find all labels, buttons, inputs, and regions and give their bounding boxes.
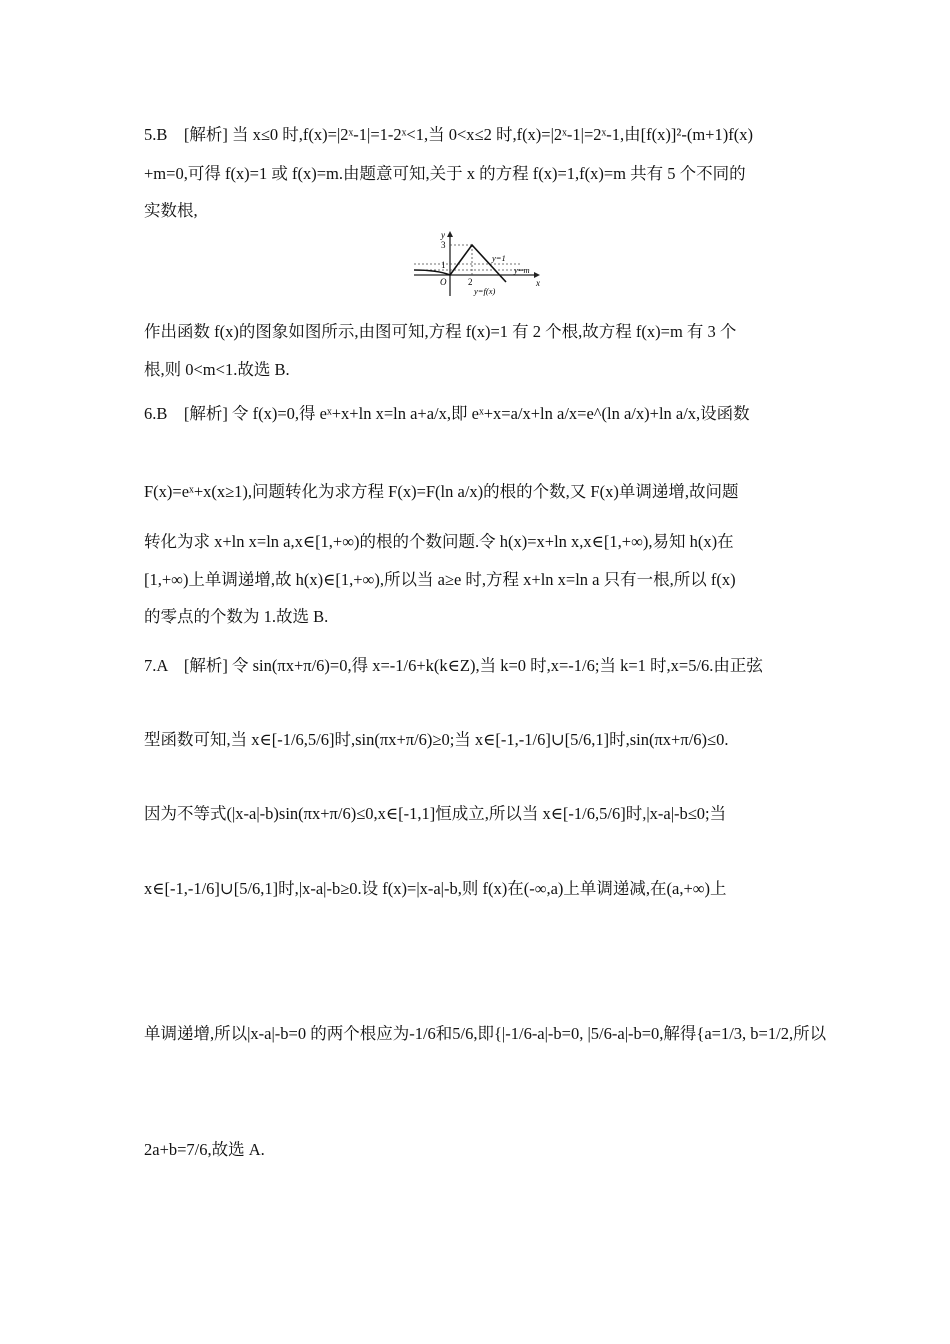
q5-line-2: +m=0,可得 f(x)=1 或 f(x)=m.由题意可知,关于 x 的方程 f(x)=1,f(x)=m 共有 5 个不同的 bbox=[144, 164, 746, 183]
q5-line-3: 实数根, bbox=[144, 201, 198, 220]
curve-label: y=f(x) bbox=[474, 286, 496, 296]
tick-3-label: 3 bbox=[441, 240, 446, 250]
q6-line-5: 的零点的个数为 1.故选 B. bbox=[144, 607, 329, 626]
q6-line-1: 6.B [解析] 令 f(x)=0,得 eˣ+x+ln x=ln a+a/x,即 eˣ+x=a/x+ln a/x=e^(ln a/x)+ln a/x,设函数 bbox=[144, 404, 750, 423]
x-axis-label: x bbox=[536, 278, 540, 288]
origin-label: O bbox=[440, 277, 447, 287]
q5-line-4: 作出函数 f(x)的图象如图所示,由图可知,方程 f(x)=1 有 2 个根,故方程 f(x)=m 有 3 个 bbox=[144, 322, 737, 341]
q5-line-1: 5.B [解析] 当 x≤0 时,f(x)=|2ˣ-1|=1-2ˣ<1,当 0<x≤2 时,f(x)=|2ˣ-1|=2ˣ-1,由[f(x)]²-(m+1)f(x) bbox=[144, 125, 753, 144]
q6-line-3: 转化为求 x+ln x=ln a,x∈[1,+∞)的根的个数问题.令 h(x)=x+ln x,x∈[1,+∞),易知 h(x)在 bbox=[144, 532, 734, 551]
q7-line-3: 因为不等式(|x-a|-b)sin(πx+π/6)≤0,x∈[-1,1]恒成立,所以当 x∈[-1/6,5/6]时,|x-a|-b≤0;当 bbox=[144, 804, 727, 823]
q5-line-5: 根,则 0<m<1.故选 B. bbox=[144, 360, 290, 379]
tick-2-label: 2 bbox=[468, 277, 473, 287]
line-ym-label: y=m bbox=[514, 265, 530, 275]
q7-line-1: 7.A [解析] 令 sin(πx+π/6)=0,得 x=-1/6+k(k∈Z),当 k=0 时,x=-1/6;当 k=1 时,x=5/6.由正弦 bbox=[144, 656, 763, 675]
q7-line-4: x∈[-1,-1/6]∪[5/6,1]时,|x-a|-b≥0.设 f(x)=|x-a|-b,则 f(x)在(-∞,a)上单调递减,在(a,+∞)上 bbox=[144, 879, 727, 898]
q7-line-5: 单调递增,所以|x-a|-b=0 的两个根应为-1/6和5/6,即{|-1/6-a|-b=0, |5/6-a|-b=0,解得{a=1/3, b=1/2,所以 bbox=[144, 1024, 827, 1043]
function-graph bbox=[410, 228, 550, 300]
line-y1-label: y=1 bbox=[492, 253, 506, 263]
q6-line-4: [1,+∞)上单调递增,故 h(x)∈[1,+∞),所以当 a≥e 时,方程 x+ln x=ln a 只有一根,所以 f(x) bbox=[144, 570, 736, 589]
tick-1-label: 1 bbox=[441, 260, 446, 270]
y-axis-label: y bbox=[441, 230, 445, 240]
q7-line-6: 2a+b=7/6,故选 A. bbox=[144, 1140, 265, 1159]
q7-line-2: 型函数可知,当 x∈[-1/6,5/6]时,sin(πx+π/6)≥0;当 x∈[-1,-1/6]∪[5/6,1]时,sin(πx+π/6)≤0. bbox=[144, 730, 729, 749]
q6-line-2: F(x)=eˣ+x(x≥1),问题转化为求方程 F(x)=F(ln a/x)的根的个数,又 F(x)单调递增,故问题 bbox=[144, 482, 739, 501]
